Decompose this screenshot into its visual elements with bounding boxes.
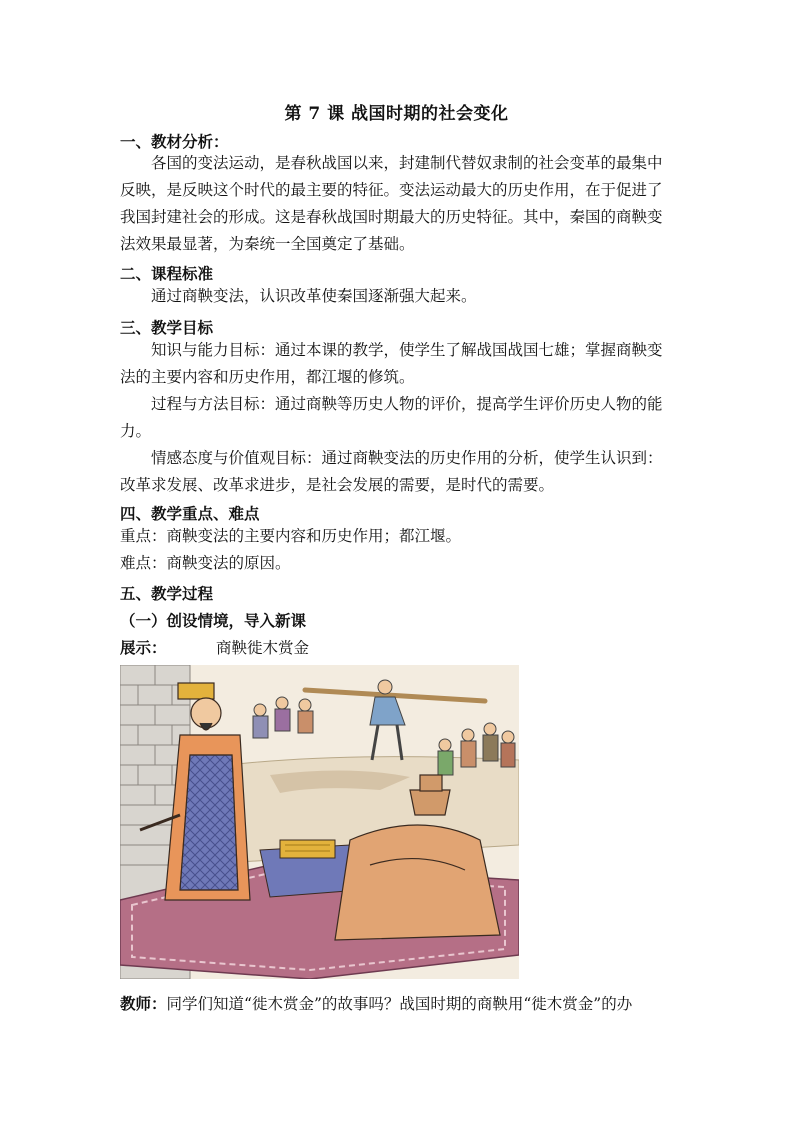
- goal-attitude: 情感态度与价值观目标：通过商鞅变法的历史作用的分析，使学生认识到：改革求发展、改革求进步，是社会发展的需要，是时代的需要。: [120, 449, 663, 494]
- process-subheading: （一）创设情境，导入新课: [120, 611, 307, 630]
- shang-yang-illustration: [120, 665, 519, 979]
- difficulty-text: 难点：商鞅变法的原因。: [120, 554, 291, 572]
- section-heading-goals: 三、教学目标: [120, 318, 214, 337]
- show-caption: 商鞅徙木赏金: [216, 639, 310, 657]
- key-point-text: 重点：商鞅变法的主要内容和历史作用；都江堰。: [120, 527, 462, 545]
- goal-knowledge: 知识与能力目标：通过本课的教学，使学生了解战国战国七雄；掌握商鞅变法的主要内容和历史作用，都江堰的修筑。: [120, 341, 663, 386]
- teacher-line: [120, 990, 676, 1018]
- goal-process: 过程与方法目标：通过商鞅等历史人物的评价，提高学生评价历史人物的能力。: [120, 395, 663, 440]
- section-heading-standard: 二、课程标准: [120, 264, 214, 283]
- standard-paragraph: 通过商鞅变法，认识改革使秦国逐渐强大起来。: [151, 287, 477, 305]
- page-title: 第 7 课 战国时期的社会变化: [284, 104, 509, 124]
- analysis-paragraph: 各国的变法运动，是春秋战国以来，封建制代替奴隶制的社会变革的最集中反映，是反映这个时代的最主要的特征。变法运动最大的历史作用，在于促进了我国封建社会的形成。这是春秋战国时期最大的历史特征。其中，秦国的商鞅变法效果最显著，为秦统一全国奠定了基础。: [120, 154, 663, 253]
- section-heading-key-points: 四、教学重点、难点: [120, 504, 260, 523]
- section-heading-analysis: 一、教材分析：: [120, 132, 229, 151]
- teacher-label: 教师：: [120, 994, 167, 1013]
- show-label: 展示：: [120, 638, 167, 657]
- illustration-drawing: [120, 665, 519, 979]
- teacher-text: 同学们知道“徙木赏金”的故事吗？战国时期的商鞅用“徙木赏金”的办: [166, 995, 633, 1013]
- section-heading-process: 五、教学过程: [120, 584, 214, 603]
